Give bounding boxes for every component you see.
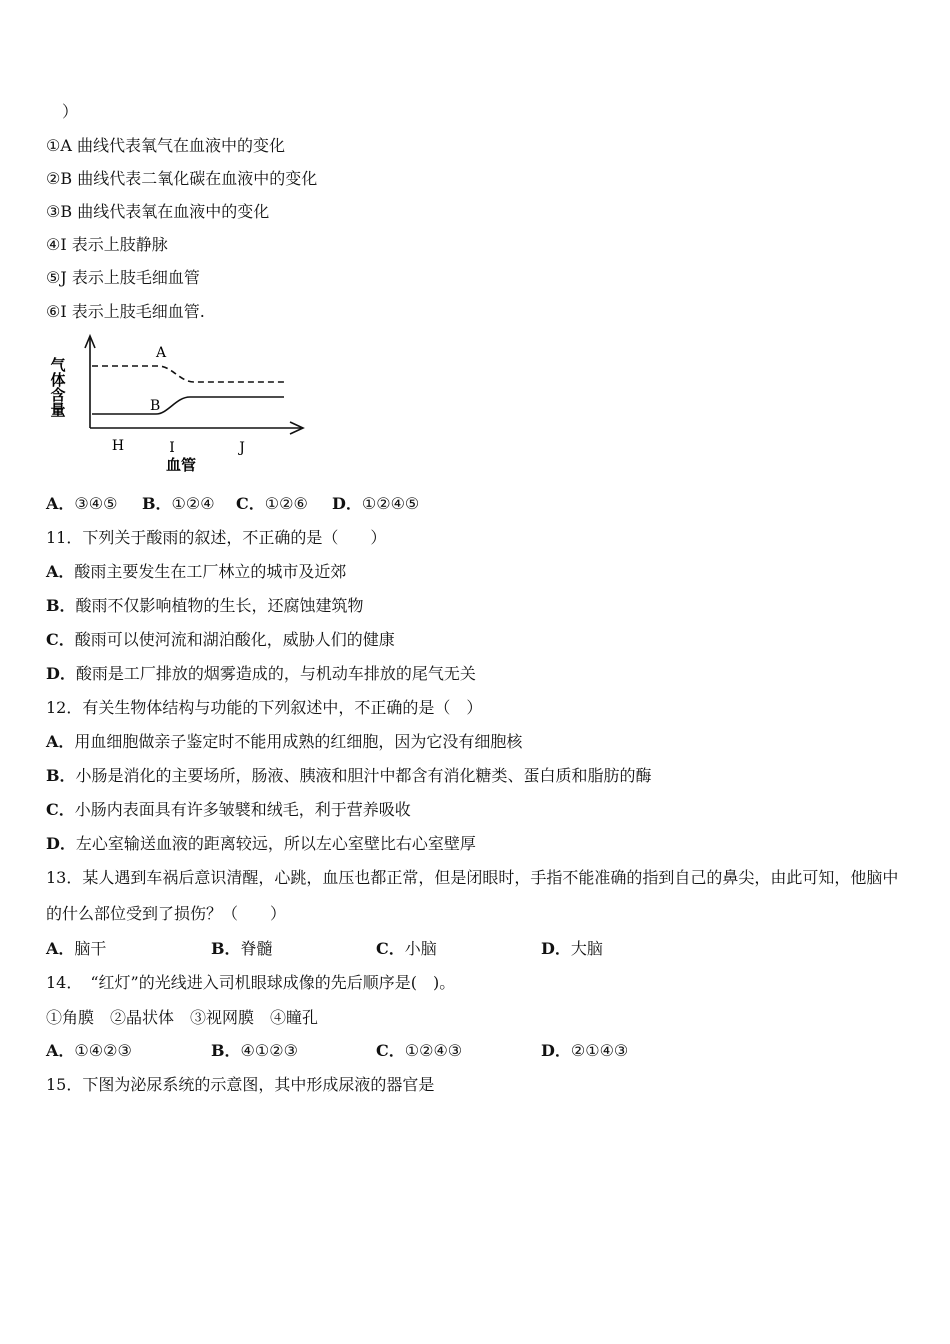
q10-statement-2: ②B 曲线代表二氧化碳在血液中的变化 — [46, 169, 318, 188]
option-letter: D． — [46, 834, 76, 853]
q10-statement-5: ⑤J 表示上肢毛细血管 — [46, 268, 200, 287]
option-text: 脑干 — [74, 939, 107, 958]
option-letter: B． — [46, 766, 76, 785]
option-letter: A． — [46, 562, 75, 581]
q11-option-b[interactable] — [46, 596, 364, 616]
q14-option-b[interactable] — [211, 1041, 298, 1061]
y-axis-label-3: 含 — [50, 386, 66, 404]
q10-options — [46, 494, 466, 514]
option-text: 脊髓 — [240, 939, 273, 958]
option-text: ③④⑤ — [74, 494, 118, 513]
option-letter: B． — [46, 596, 76, 615]
option-letter: A． — [46, 1041, 75, 1060]
option-letter: A． — [46, 939, 75, 958]
q12-option-c[interactable] — [46, 800, 411, 820]
option-letter: C． — [376, 1041, 405, 1060]
q14-stem: 14． “红灯”的光线进入司机眼球成像的先后顺序是( )。 — [46, 973, 456, 992]
x-tick-i: I — [169, 440, 175, 456]
q14-options — [46, 1041, 686, 1061]
q13-stem: 13．某人遇到车祸后意识清醒，心跳，血压也都正常，但是闭眼时，手指不能准确的指到自己的鼻尖，由此可知，他脑中的什么部位受到了损伤？（ ） — [46, 868, 899, 923]
q13-options — [46, 939, 646, 959]
option-text: 左心室输送血液的距离较远，所以左心室壁比右心室壁厚 — [75, 834, 476, 853]
option-text: 酸雨主要发生在工厂林立的城市及近郊 — [74, 562, 347, 581]
option-letter: B． — [211, 1041, 241, 1060]
gas-content-figure — [40, 330, 320, 478]
x-axis-label: 血管 — [165, 456, 197, 474]
option-text: 大脑 — [570, 939, 603, 958]
x-tick-h: H — [111, 438, 125, 454]
option-text: 小肠内表面具有许多皱襞和绒毛，利于营养吸收 — [74, 800, 411, 819]
q10-option-a[interactable] — [46, 494, 117, 514]
y-axis-label-4: 量 — [50, 401, 66, 419]
q12-option-a[interactable] — [46, 732, 522, 752]
option-text: 酸雨可以使河流和湖泊酸化，威胁人们的健康 — [74, 630, 395, 649]
x-tick-j: J — [239, 440, 245, 456]
q11-option-a[interactable] — [46, 562, 346, 582]
option-text: ①④②③ — [74, 1041, 132, 1060]
option-text: ①②④③ — [404, 1041, 463, 1060]
option-text: 小肠是消化的主要场所，肠液、胰液和胆汁中都含有消化糖类、蛋白质和脂肪的酶 — [75, 766, 652, 785]
option-letter: C． — [46, 630, 75, 649]
q11-option-d[interactable] — [46, 664, 476, 684]
q11-stem: 11．下列关于酸雨的叙述，不正确的是（ ） — [46, 528, 387, 547]
q10-option-d[interactable] — [332, 494, 419, 514]
option-letter: A． — [46, 494, 75, 513]
q10-statement-3: ③B 曲线代表氧在血液中的变化 — [46, 202, 270, 221]
q14-option-a[interactable] — [46, 1041, 132, 1061]
q13-option-a[interactable] — [46, 939, 106, 959]
q10-option-b[interactable] — [142, 494, 215, 514]
option-letter: A． — [46, 732, 75, 751]
q11-option-c[interactable] — [46, 630, 395, 650]
option-text: 小脑 — [404, 939, 437, 958]
option-text: ②①④③ — [570, 1041, 629, 1060]
q10-statement-6: ⑥I 表示上肢毛细血管. — [46, 302, 205, 321]
option-letter: D． — [541, 1041, 571, 1060]
option-text: 用血细胞做亲子鉴定时不能用成熟的红细胞，因为它没有细胞核 — [74, 732, 523, 751]
y-axis-label-2: 体 — [50, 371, 66, 389]
option-text: 酸雨不仅影响植物的生长，还腐蚀建筑物 — [75, 596, 364, 615]
option-text: ①②④ — [171, 494, 215, 513]
option-letter: D． — [541, 939, 571, 958]
q12-stem: 12．有关生物体结构与功能的下列叙述中，不正确的是（ ） — [46, 698, 483, 717]
q12-option-d[interactable] — [46, 834, 476, 854]
q12-option-b[interactable] — [46, 766, 652, 786]
q13-option-d[interactable] — [541, 939, 603, 959]
q15-stem: 15．下图为泌尿系统的示意图，其中形成尿液的器官是 — [46, 1075, 435, 1094]
curve-b-label: B — [150, 398, 161, 414]
option-text: 酸雨是工厂排放的烟雾造成的，与机动车排放的尾气无关 — [75, 664, 476, 683]
y-axis-label-1: 气 — [50, 356, 66, 374]
curve-a — [92, 366, 284, 382]
q10-statement-1: ①A 曲线代表氧气在血液中的变化 — [46, 136, 285, 155]
option-letter: C． — [236, 494, 265, 513]
q14-items: ①角膜 ②晶状体 ③视网膜 ④瞳孔 — [46, 1008, 319, 1027]
option-letter: B． — [211, 939, 241, 958]
curve-b — [92, 397, 284, 414]
curve-a-label: A — [156, 345, 167, 361]
q14-option-c[interactable] — [376, 1041, 462, 1061]
q10-stem-tail: ） — [62, 102, 79, 121]
q13-option-c[interactable] — [376, 939, 437, 959]
q10-statement-4: ④I 表示上肢静脉 — [46, 235, 168, 254]
option-text: ①②⑥ — [264, 494, 308, 513]
option-letter: D． — [46, 664, 76, 683]
option-letter: B． — [142, 494, 172, 513]
option-text: ④①②③ — [240, 1041, 298, 1060]
option-letter: C． — [46, 800, 75, 819]
option-letter: C． — [376, 939, 405, 958]
option-text: ①②④⑤ — [361, 494, 420, 513]
q14-option-d[interactable] — [541, 1041, 628, 1061]
q10-option-c[interactable] — [236, 494, 308, 514]
q13-option-b[interactable] — [211, 939, 273, 959]
option-letter: D． — [332, 494, 362, 513]
